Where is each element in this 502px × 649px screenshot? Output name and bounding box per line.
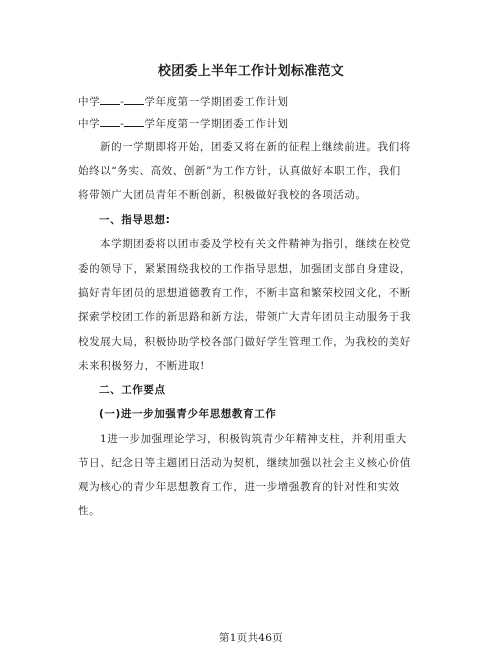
blank-underline — [100, 95, 120, 105]
subsection-heading-youth-education: (一)进一步加强青少年思想教育工作 — [99, 408, 277, 420]
intro-line: 新的一学期即将开始，团委又将在新的征程上继续前进。我们将 — [100, 141, 411, 153]
plan-name: 学年度第一学期团委工作计划 — [144, 118, 289, 130]
plan-subtitle-line-2 — [78, 116, 289, 131]
school-prefix: 中学 — [78, 118, 101, 130]
section-body-line: 未来积极努力，不断进取! — [78, 360, 205, 372]
section-heading-guiding-ideology: 一、指导思想: — [99, 214, 171, 226]
section-body-line: 搞好青年团员的思想道德教育工作，不断丰富和繁荣校园文化，不断 — [78, 287, 411, 299]
intro-line: 将带领广大团员青年不断创新，积极做好我校的各项活动。 — [78, 189, 367, 201]
school-prefix: 中学 — [78, 96, 101, 108]
blank-underline — [124, 95, 144, 105]
year-separator: - — [120, 118, 125, 130]
section-body-line: 委的领导下，紧紧围绕我校的工作指导思想，加强团支部自身建设， — [78, 263, 411, 275]
blank-underline — [100, 117, 120, 127]
subsection-body-line: 性。 — [78, 505, 101, 517]
document-title: 校团委上半年工作计划标准范文 — [157, 64, 345, 79]
year-separator: - — [120, 96, 125, 108]
intro-line: 始终以“务实、高效、创新”为工作方针，认真做好本职工作，我们 — [78, 165, 401, 177]
blank-underline — [124, 117, 144, 127]
subsection-body-line: 1进一步加强理论学习，积极钩筑青少年精神支柱，并利用重大 — [100, 433, 407, 445]
section-body-line: 本学期团委将以团市委及学校有关文件精神为指引，继续在校党 — [100, 238, 411, 250]
section-heading-work-points: 二、工作要点 — [99, 384, 166, 396]
subsection-body-line: 节日、纪念日等主题团日活动为契机，继续加强以社会主义核心价值 — [78, 457, 411, 469]
plan-name: 学年度第一学期团委工作计划 — [144, 96, 289, 108]
plan-subtitle-line-1 — [78, 94, 289, 109]
subsection-body-line: 观为核心的青少年思想教育工作，进一步增强教育的针对性和实效 — [78, 481, 400, 493]
page-number: 第1页共46页 — [218, 632, 284, 644]
section-body-line: 探索学校团工作的新思路和新方法，带领广大青年团员主动服务于我 — [78, 311, 411, 323]
section-body-line: 校发展大局，积极协助学校各部门做好学生管理工作，为我校的美好 — [78, 336, 411, 348]
